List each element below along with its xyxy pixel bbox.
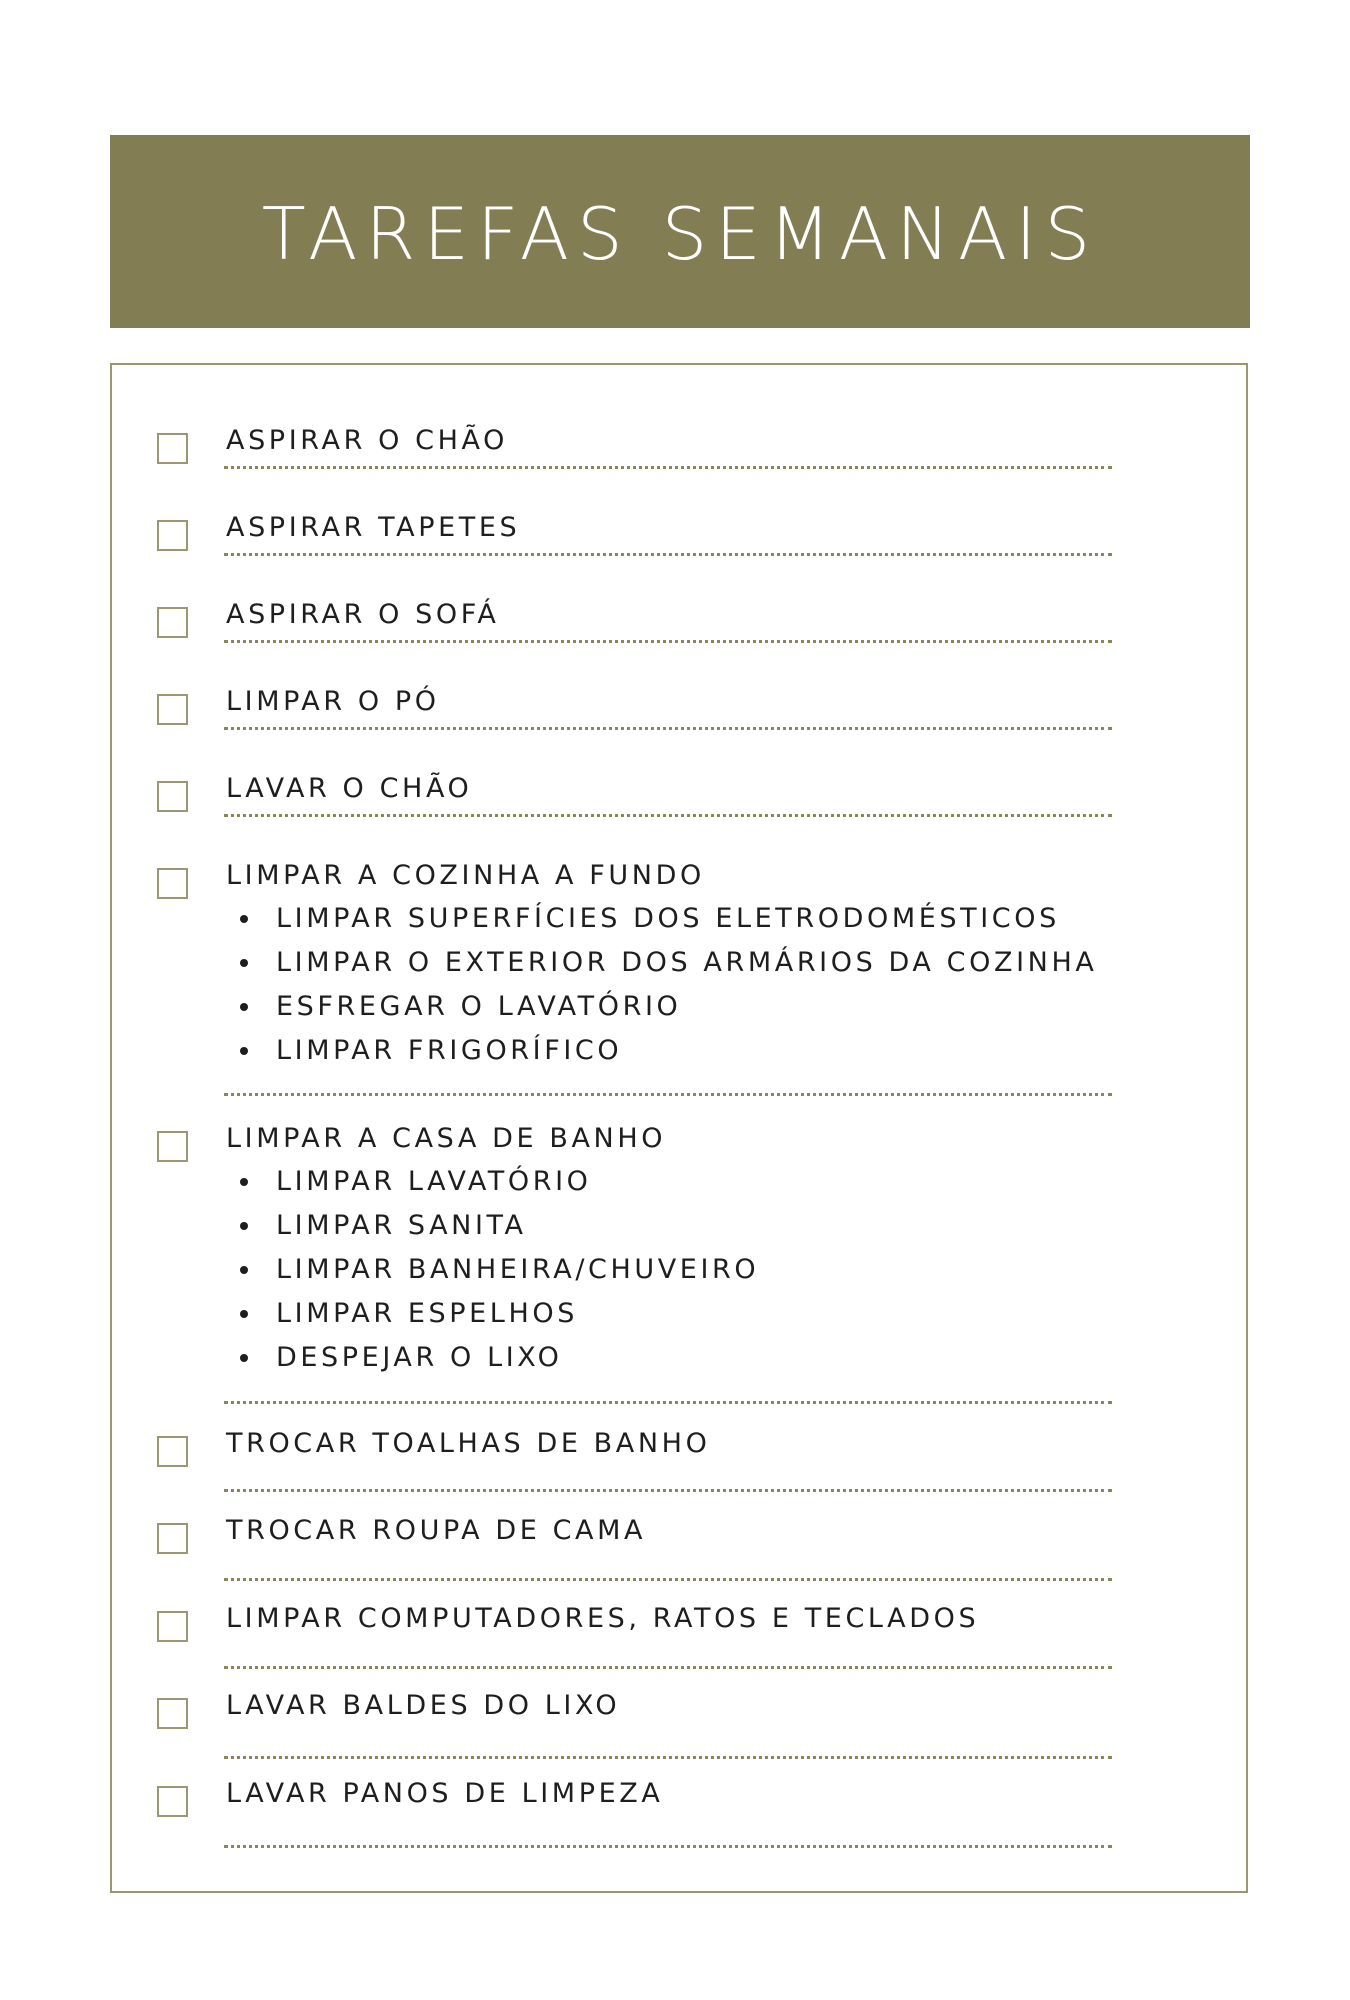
subtask-list xyxy=(240,897,1097,1073)
task-checkbox[interactable] xyxy=(157,781,188,812)
subtask-label: LIMPAR ESPELHOS xyxy=(276,1298,578,1329)
task-checkbox[interactable] xyxy=(157,1436,188,1467)
dotted-divider xyxy=(224,814,1112,817)
task-label: LAVAR O CHÃO xyxy=(226,773,473,804)
subtask-item xyxy=(240,1336,759,1380)
subtask-item xyxy=(240,1029,1097,1073)
task-label: LIMPAR A COZINHA A FUNDO xyxy=(226,860,705,891)
task-checkbox[interactable] xyxy=(157,607,188,638)
bullet-icon xyxy=(240,1003,248,1011)
task-checkbox[interactable] xyxy=(157,433,188,464)
subtask-label: LIMPAR SUPERFÍCIES DOS ELETRODOMÉSTICOS xyxy=(276,903,1060,934)
bullet-icon xyxy=(240,1266,248,1274)
task-label: TROCAR TOALHAS DE BANHO xyxy=(226,1428,711,1459)
checklist-panel xyxy=(110,363,1248,1893)
task-checkbox[interactable] xyxy=(157,694,188,725)
dotted-divider xyxy=(224,1845,1112,1848)
task-label: LAVAR PANOS DE LIMPEZA xyxy=(226,1778,664,1809)
task-checkbox[interactable] xyxy=(157,1698,188,1729)
task-label: LIMPAR A CASA DE BANHO xyxy=(226,1123,667,1154)
task-label: ASPIRAR TAPETES xyxy=(226,512,521,543)
bullet-icon xyxy=(240,1354,248,1362)
task-label: LIMPAR COMPUTADORES, RATOS E TECLADOS xyxy=(226,1603,980,1634)
subtask-label: LIMPAR BANHEIRA/CHUVEIRO xyxy=(276,1254,760,1285)
bullet-icon xyxy=(240,1047,248,1055)
task-label: LAVAR BALDES DO LIXO xyxy=(226,1690,621,1721)
dotted-divider xyxy=(224,1666,1112,1669)
task-checkbox[interactable] xyxy=(157,1611,188,1642)
bullet-icon xyxy=(240,1310,248,1318)
subtask-item xyxy=(240,1204,759,1248)
dotted-divider xyxy=(224,640,1112,643)
subtask-label: DESPEJAR O LIXO xyxy=(276,1342,563,1373)
subtask-list xyxy=(240,1160,759,1380)
subtask-label: ESFREGAR O LAVATÓRIO xyxy=(276,991,682,1022)
dotted-divider xyxy=(224,1401,1112,1404)
dotted-divider xyxy=(224,1756,1112,1759)
subtask-label: LIMPAR O EXTERIOR DOS ARMÁRIOS DA COZINHA xyxy=(276,947,1098,978)
task-checkbox[interactable] xyxy=(157,1786,188,1817)
subtask-label: LIMPAR SANITA xyxy=(276,1210,527,1241)
task-checkbox[interactable] xyxy=(157,1131,188,1162)
subtask-label: LIMPAR LAVATÓRIO xyxy=(276,1166,592,1197)
dotted-divider xyxy=(224,727,1112,730)
bullet-icon xyxy=(240,915,248,923)
subtask-item xyxy=(240,941,1097,985)
subtask-item xyxy=(240,1160,759,1204)
subtask-item xyxy=(240,1292,759,1336)
dotted-divider xyxy=(224,1093,1112,1096)
dotted-divider xyxy=(224,553,1112,556)
task-checkbox[interactable] xyxy=(157,520,188,551)
task-label: ASPIRAR O CHÃO xyxy=(226,425,508,456)
page-title: TAREFAS SEMANAIS xyxy=(261,191,1099,276)
dotted-divider xyxy=(224,466,1112,469)
dotted-divider xyxy=(224,1578,1112,1581)
bullet-icon xyxy=(240,1178,248,1186)
task-label: LIMPAR O PÓ xyxy=(226,686,440,717)
task-checkbox[interactable] xyxy=(157,1523,188,1554)
subtask-item xyxy=(240,985,1097,1029)
task-checkbox[interactable] xyxy=(157,868,188,899)
task-label: ASPIRAR O SOFÁ xyxy=(226,599,500,630)
task-label: TROCAR ROUPA DE CAMA xyxy=(226,1515,647,1546)
bullet-icon xyxy=(240,959,248,967)
bullet-icon xyxy=(240,1222,248,1230)
dotted-divider xyxy=(224,1489,1112,1492)
subtask-item xyxy=(240,1248,759,1292)
subtask-item xyxy=(240,897,1097,941)
subtask-label: LIMPAR FRIGORÍFICO xyxy=(276,1035,623,1066)
title-banner xyxy=(110,135,1250,328)
